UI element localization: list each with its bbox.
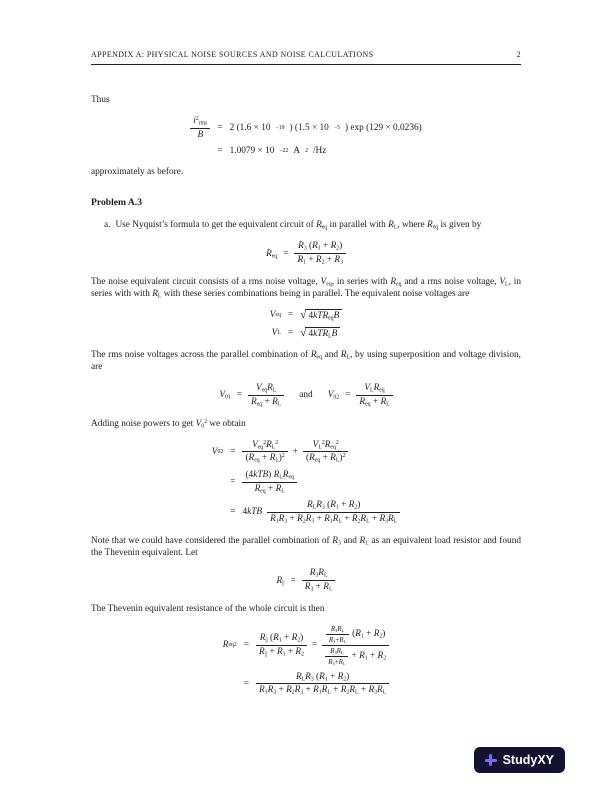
fraction-denominator: $R_3+R_L$ (326, 634, 349, 644)
list-item-a (91, 220, 521, 232)
fraction-numerator: $V_LR_{eq}$ (364, 383, 385, 394)
fraction (242, 470, 296, 494)
equation-lhs: $V_{01}$ (219, 390, 231, 401)
equation-lhs: R eq2 (222, 640, 237, 651)
fraction (294, 241, 346, 265)
fraction (248, 383, 284, 407)
paragraph-note-thevenin: Note that we could have considered the parallel combination of $R_3$ and $R_L$ as an equivalent load resistor and found the Thevenin equivalent. Let (91, 535, 521, 558)
equation-rhs (242, 440, 348, 464)
fraction-denominator: $R_{eq} + R_L$ (242, 482, 296, 495)
running-head: APPENDIX A: PHYSICAL NOISE SOURCES AND NOISE CALCULATIONS (91, 50, 374, 59)
equation-parallel-resistance (91, 568, 521, 592)
equation-rhs (300, 327, 340, 339)
equals-sign: = (230, 446, 236, 457)
equation-lhs: V 0 2 (211, 446, 224, 457)
equals-sign: = (287, 310, 294, 321)
fraction-numerator: $R_{||}$ $(R_1 + R_2)$ (259, 633, 304, 644)
paragraph-thevenin-resistance: The Thevenin equivalent resistance of the whole circuit is then (91, 603, 325, 614)
equation-rhs (256, 672, 389, 696)
list-item-text: Use Nyquist’s formula to get the equivalent circuit of $R_{eq}$ in parallel with $R_L$, where $R_{eq}$ is given by (115, 220, 482, 231)
equation-v01-v02 (91, 383, 521, 407)
fraction-numerator: $V_{eq}^2R_L^2$ (252, 439, 279, 450)
fraction-numerator: $R_3$ $(R_1 + R_2)$ (298, 241, 343, 252)
fraction-numerator: $R_3R_L$ (330, 646, 344, 655)
equals-sign: = (217, 123, 223, 134)
fraction-denominator: $R_3+R_L$ (325, 656, 348, 666)
fraction-denominator: $(R_{eq} + R_L)^2$ (242, 451, 287, 464)
radicand: 4kTR$_L$B (305, 327, 340, 339)
denominator-rest: + $R_1 + R_2$ (351, 650, 387, 662)
equals-sign: = (311, 640, 318, 651)
problem-heading: Problem A.3 (91, 197, 142, 209)
equation-req (91, 241, 521, 265)
equation-rhs: 2 (1.6 × 10 −19 ) (1.5 × 10 −5 ) exp (129 × 0.0236) (229, 123, 422, 134)
fraction-numerator: $R_LR_3$ $(R_1 + R_2)$ (295, 671, 350, 683)
equation-rhs (242, 470, 296, 494)
fraction-numerator: $R_3R_L$ (330, 624, 345, 633)
fraction-denominator: $R_1R_3 + R_2R_3 + R_1R_L + R_2R_L + R_3R_L$ (256, 683, 389, 696)
and-connector: and (299, 390, 313, 401)
equals-sign: = (217, 146, 223, 157)
coefficient: 4kTB (242, 507, 263, 518)
fraction-denominator: $R_3 + R_L$ (302, 580, 336, 593)
fraction-numerator: $i^2_{rms}$ (193, 115, 208, 127)
fraction (256, 633, 307, 657)
square-root (300, 327, 340, 339)
radicand: 4kTR$_{eq}$B (305, 309, 342, 321)
equation-lhs (190, 116, 210, 140)
fraction-denominator: B (190, 128, 210, 141)
inner-fraction (325, 647, 348, 666)
equation-current-noise (91, 116, 521, 156)
fraction-numerator: $V_L^2R_{eq}^2$ (312, 439, 339, 450)
fraction-numerator: $R_3R_L$ (309, 568, 328, 579)
equals-sign: = (230, 477, 236, 488)
equation-rhs (300, 309, 342, 321)
equals-sign: = (345, 390, 351, 401)
equation-lhs: V L (271, 328, 281, 339)
equals-sign: = (287, 328, 294, 339)
equation-output-power (91, 440, 521, 525)
equation-thevenin-resistance (91, 625, 521, 696)
fraction (356, 383, 392, 407)
equation-lhs: $R_{eq}$ (266, 248, 278, 259)
radical-sign: √ (300, 326, 307, 340)
paragraph-thus: Thus (91, 95, 110, 105)
paragraph-approximately: approximately as before. (91, 167, 184, 178)
equals-sign: = (283, 248, 289, 259)
fraction (302, 568, 336, 592)
fraction-denominator: $R_1R_3 + R_2R_3 + R_1R_L + R_2R_L + R_3R_L$ (267, 512, 400, 525)
equation-rhs (242, 500, 400, 524)
equation-lhs: $V_{02}$ (327, 390, 340, 401)
fraction-denominator: $R_1 + R_2 + R_3$ (294, 253, 346, 266)
equals-sign: = (230, 507, 236, 518)
fraction-denominator: $(R_{eq} + R_L)^2$ (303, 451, 348, 464)
page-header (91, 50, 521, 65)
fraction-numerator: $R_LR_3$ $(R_1 + R_2)$ (307, 500, 361, 511)
square-root (300, 309, 342, 321)
radical-sign: √ (300, 308, 307, 322)
complex-fraction (322, 625, 389, 666)
equation-noise-voltages (91, 309, 521, 339)
fraction-numerator (322, 625, 389, 645)
brand-name: StudyXY (502, 753, 554, 767)
inner-fraction (326, 625, 349, 644)
fraction-numerator: $V_{eq}R_L$ (256, 383, 277, 394)
paragraph-adding-powers: Adding noise powers to get $V_0^2$ we obtain (91, 418, 246, 430)
fraction-numerator: (4kTB) $R_LR_{eq}$ (245, 469, 294, 481)
fraction (256, 672, 389, 696)
equals-sign: = (243, 678, 250, 689)
equals-sign: = (290, 575, 296, 586)
equals-sign: = (236, 390, 243, 401)
fraction (190, 116, 210, 140)
equation-rhs (256, 625, 389, 666)
fraction-denominator: $R_{||} + R_1 + R_2$ (256, 645, 307, 658)
fraction-denominator: $R_{eq} + R_L$ (356, 395, 392, 408)
page-number: 2 (516, 50, 521, 59)
fraction (303, 440, 348, 464)
fraction-denominator: $R_{eq} + R_L$ (248, 395, 284, 408)
plus-sign: + (292, 446, 299, 457)
plus-icon (485, 754, 497, 766)
equation-lhs: V eq (269, 310, 281, 321)
list-item-label: a. (104, 220, 111, 231)
numerator-rest: $(R_1 + R_2)$ (352, 628, 386, 640)
fraction (242, 440, 287, 464)
paragraph-rms-voltages: The rms noise voltages across the parallel combination of $R_{eq}$ and $R_L$, by using superposition and voltage division, are (91, 350, 522, 373)
fraction-denominator (322, 645, 389, 666)
fraction (267, 500, 400, 524)
equation-rhs: 1.0079 × 10 −22 A 2 /Hz (229, 146, 327, 157)
studyxy-watermark (474, 747, 565, 773)
paragraph-noise-equivalent: The noise equivalent circuit consists of a rms noise voltage, $V_{eq}$, in series with $R_{eq}$ and a rms noise voltage, $V_L$, in series with with $R_L$ with these series combinations being in parallel. The equivalent noise voltages are (91, 276, 521, 300)
equation-lhs: $R_{||}$ (276, 575, 285, 587)
equals-sign: = (243, 640, 250, 651)
